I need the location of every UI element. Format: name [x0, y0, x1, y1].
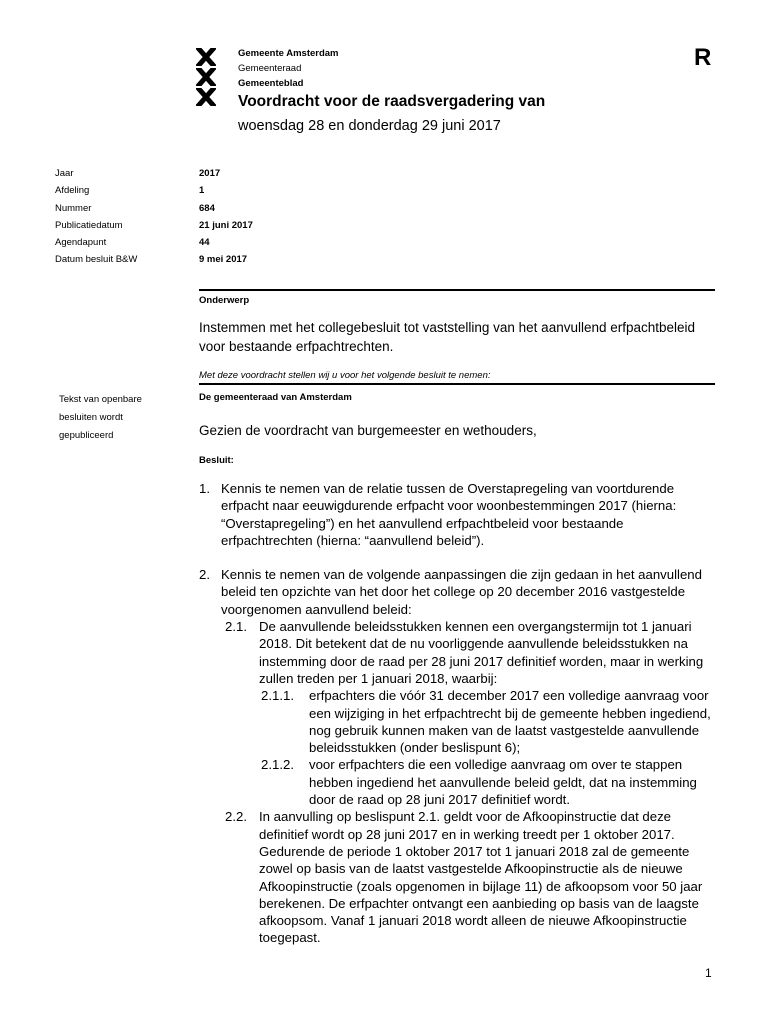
- org-name: Gemeente Amsterdam: [238, 48, 339, 59]
- besluit-heading: Besluit:: [199, 455, 234, 466]
- meta-value: 21 juni 2017: [199, 219, 253, 231]
- organisation-block: [238, 46, 339, 91]
- meta-value: 684: [199, 202, 215, 214]
- meta-row: [55, 182, 253, 199]
- list-item: [199, 808, 715, 946]
- item-text: voor erfpachters die een volledige aanvraag om over te stappen hebben ingediend het aanvullende beleid geldt, dat na instemming door de raad op 28 juni 2017 definitief wordt.: [309, 757, 697, 808]
- meta-label: Datum besluit B&W: [55, 254, 138, 266]
- decision-list: [199, 480, 715, 947]
- meta-value: 9 mei 2017: [199, 254, 248, 266]
- meta-row: [55, 165, 253, 182]
- item-number: 2.2.: [225, 809, 247, 825]
- amsterdam-xxx-logo-icon: [196, 48, 218, 108]
- meta-value: 2017: [199, 168, 221, 179]
- item-text: Kennis te nemen van de volgende aanpassingen die zijn gedaan in het aanvullend beleid ten opzichte van het door het college op 20 december 2016 vastgestelde voorgenomen aanvullend beleid:: [221, 567, 702, 617]
- side-note: Tekst van openbare besluiten wordt gepubliceerd: [59, 394, 142, 441]
- item-number: 2.: [199, 567, 210, 583]
- cross-icon: [196, 68, 216, 86]
- meta-row: [55, 200, 253, 217]
- meta-label: Publicatiedatum: [55, 219, 123, 231]
- meta-value: 1: [199, 185, 205, 197]
- item-text: erfpachters die vóór 31 december 2017 een volledige aanvraag voor een wijziging in het erfpachtrecht bij de gemeente hebben ingediend, nog gebruik kunnen maken van de laatst vastgestelde aanvullende beleidsstukken (onder beslispunt 6);: [309, 688, 711, 756]
- raad-heading: De gemeenteraad van Amsterdam: [199, 392, 352, 403]
- meta-row: [55, 234, 253, 251]
- item-number: 2.1.1.: [261, 688, 294, 704]
- cross-icon: [196, 88, 216, 106]
- list-item: [199, 618, 715, 687]
- metadata-table: [55, 165, 253, 269]
- cross-icon: [196, 48, 216, 66]
- document-mark: R: [694, 44, 712, 71]
- list-item: [199, 756, 715, 808]
- meta-label: Nummer: [55, 202, 92, 214]
- org-sub-gazette: Gemeenteblad: [238, 78, 304, 89]
- onderwerp-heading: Onderwerp: [199, 295, 250, 306]
- section-divider: [199, 289, 715, 291]
- page-subtitle: woensdag 28 en donderdag 29 juni 2017: [238, 118, 501, 134]
- org-sub-council: Gemeenteraad: [238, 63, 302, 74]
- section-divider: [199, 383, 715, 385]
- list-item: [199, 687, 715, 756]
- gezien-text: Gezien de voordracht van burgemeester en wethouders,: [199, 423, 537, 438]
- onderwerp-text: Instemmen met het collegebesluit tot vaststelling van het aanvullend erfpachtbeleid voor bestaande erfpachtrechten.: [199, 320, 696, 354]
- page-number: 1: [705, 966, 712, 980]
- meta-label: Agendapunt: [55, 237, 107, 249]
- meta-value: 44: [199, 237, 210, 249]
- item-text: De aanvullende beleidsstukken kennen een overgangstermijn tot 1 januari 2018. Dit betekent dat de nu voorliggende aanvullende beleidsstukken na instemming door de raad per 28 juni 2017 definitief worden, maar in werking zullen treden per 1 januari 2018, waarbij:: [259, 619, 704, 686]
- list-item: [199, 566, 715, 618]
- page-title: Voordracht voor de raadsvergadering van: [238, 93, 546, 110]
- list-item: [199, 480, 715, 549]
- item-number: 1.: [199, 481, 210, 496]
- item-text: In aanvulling op beslispunt 2.1. geldt voor de Afkoopinstructie dat deze definitief wordt op 28 juni 2017 en in werking treedt per 1 oktober 2017. Gedurende de periode 1 oktober 2017 tot 1 januari 2018 zal de gemeente zowel op basis van de laatst vastgestelde Afkoopinstructie als de nieuwe Afkoopinstructie (zoals opgenomen in bijlage 11) de afkoopsom voor 50 jaar berekenen. De erfpachter ontvangt een aanbieding op basis van de laagste afkoopsom. Vanaf 1 januari 2018 wordt alleen de nieuwe Afkoopinstructie toegepast.: [259, 809, 703, 946]
- intro-text: Met deze voordracht stellen wij u voor het volgende besluit te nemen:: [199, 370, 491, 381]
- meta-row: [55, 217, 253, 234]
- item-text: Kennis te nemen van de relatie tussen de Overstapregeling van voortdurende erfpacht naar eeuwigdurende erfpacht voor woonbestemmingen 2017 (hierna: “Overstapregeling”) en het aanvullend erfpachtbeleid voor bestaande erfpachtrechten (hierna: “aanvullend beleid”).: [221, 481, 677, 548]
- meta-row: [55, 251, 253, 268]
- item-number: 2.1.: [225, 619, 247, 635]
- item-number: 2.1.2.: [261, 757, 294, 773]
- meta-label: Afdeling: [55, 185, 90, 197]
- meta-label: Jaar: [55, 168, 74, 179]
